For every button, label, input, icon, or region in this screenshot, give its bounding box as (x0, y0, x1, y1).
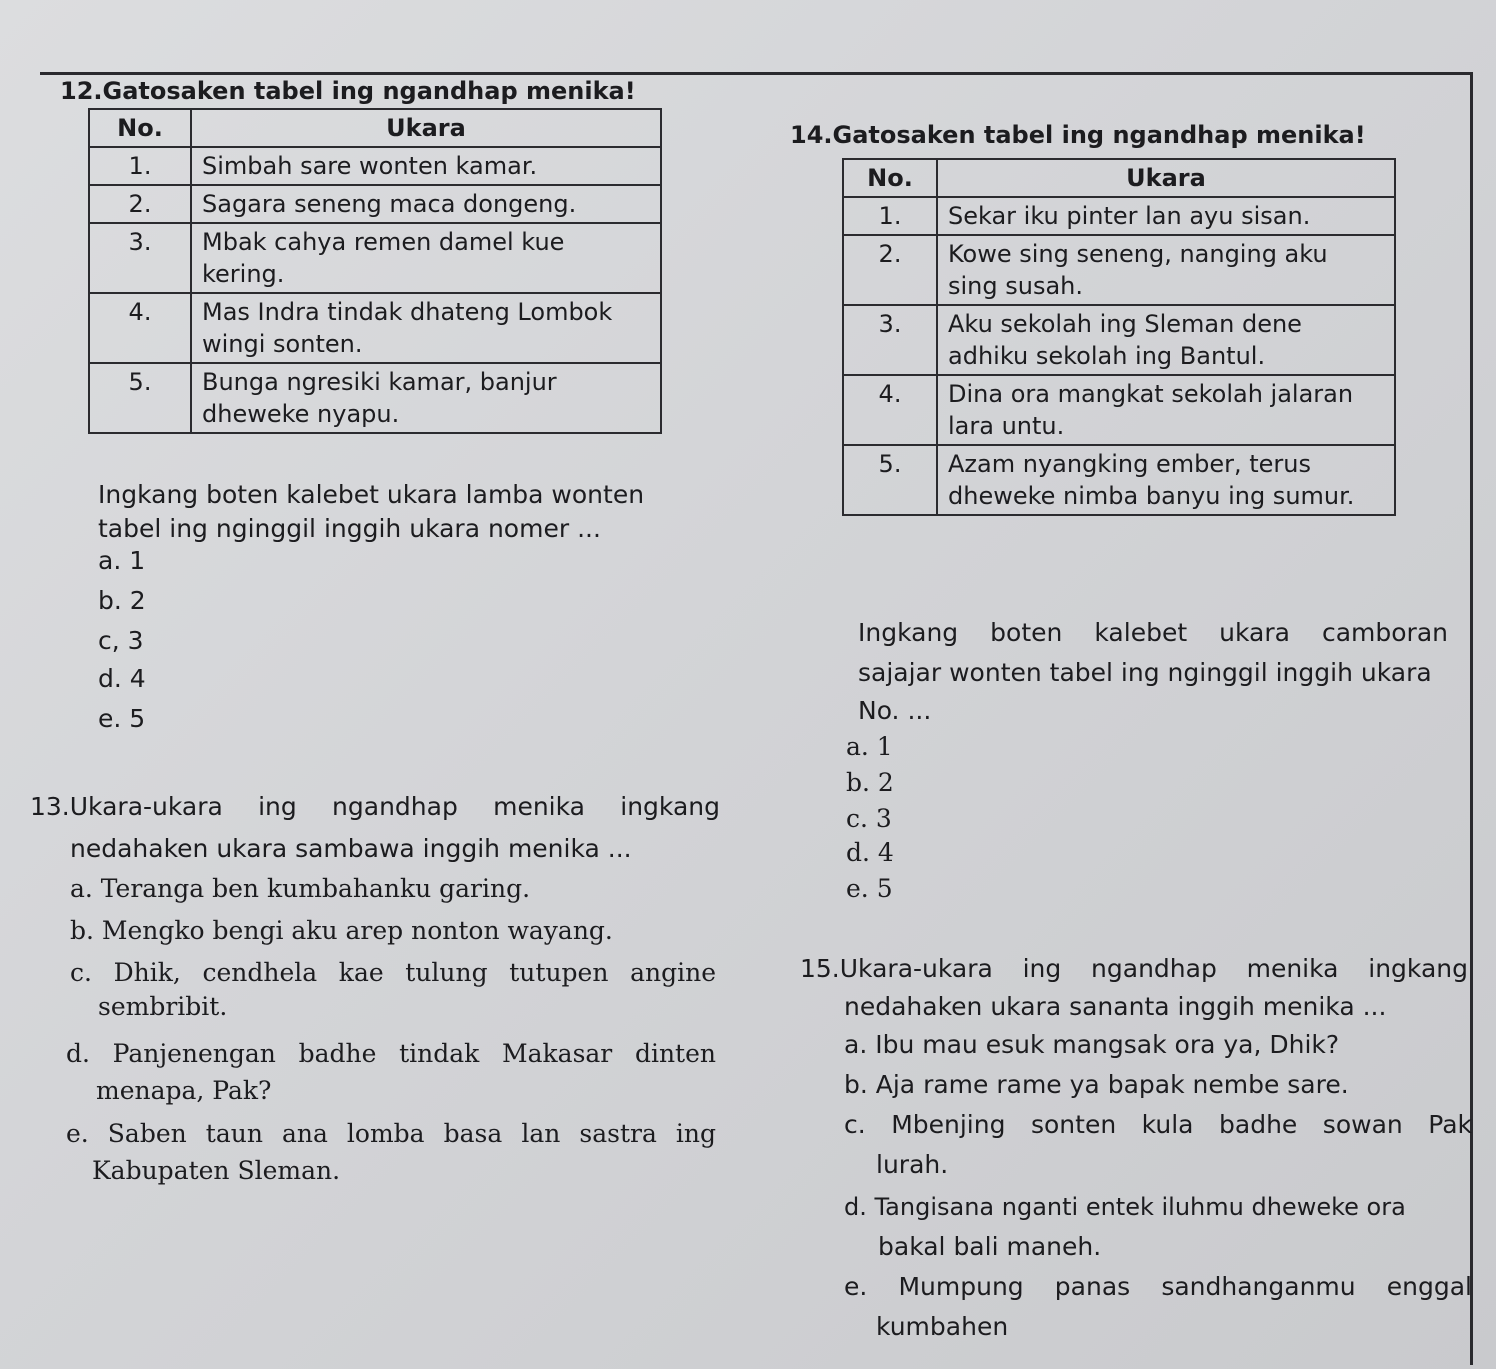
q13-option-a: a. Teranga ben kumbahanku garing. (70, 874, 531, 903)
row-number: 5. (843, 445, 937, 515)
column-header-ukara: Ukara (191, 109, 661, 147)
q15-option-c-line1: c. Mbenjing sonten kula badhe sowan Pak (844, 1110, 1472, 1139)
row-sentence: Mbak cahya remen damel kue kering. (191, 223, 661, 293)
table-row (89, 147, 661, 185)
table-row (843, 305, 1395, 375)
q15-option-d-line1: d. Tangisana nganti entek iluhmu dheweke ora (844, 1193, 1406, 1221)
q15-option-d-line2: bakal bali maneh. (878, 1232, 1102, 1261)
q13-option-c (70, 956, 716, 1024)
row-sentence: Kowe sing seneng, nanging aku sing susah. (937, 235, 1395, 305)
q15-question-line2: nedahaken ukara sananta inggih menika ... (844, 992, 1387, 1021)
q14-question-line1 (858, 616, 1448, 650)
q15-option-c (844, 1108, 1472, 1182)
table-row (843, 197, 1395, 235)
q14-question-line3: No. ... (858, 696, 932, 725)
q13-option-c-line1: c. Dhik, cendhela kae tulung tutupen angine (70, 958, 716, 987)
column-header-no: No. (89, 109, 191, 147)
row-number: 4. (89, 293, 191, 363)
q14-title: 14.Gatosaken tabel ing ngandhap menika! (790, 121, 1366, 149)
row-sentence: Bunga ngresiki kamar, banjur dheweke nyapu. (191, 363, 661, 433)
q15-question-line1 (800, 952, 1468, 986)
table-row (89, 185, 661, 223)
q15-option-e-line2: kumbahen (876, 1312, 1009, 1341)
q12-option-e: e. 5 (98, 704, 146, 733)
q15-option-e (844, 1270, 1472, 1344)
table-row (89, 363, 661, 433)
column-header-no: No. (843, 159, 937, 197)
row-sentence: Sagara seneng maca dongeng. (191, 185, 661, 223)
q14-option-d: d. 4 (846, 838, 894, 867)
q14-table (842, 158, 1396, 516)
row-number: 5. (89, 363, 191, 433)
q12-option-a: a. 1 (98, 546, 146, 575)
q13-question-line1 (30, 790, 720, 824)
q13-option-e-line1: e. Saben taun ana lomba basa lan sastra ing (66, 1119, 716, 1148)
q13-option-e (66, 1114, 716, 1188)
q13-question-line2: nedahaken ukara sambawa inggih menika ... (70, 834, 632, 863)
row-number: 1. (843, 197, 937, 235)
q14-question-line2: sajajar wonten tabel ing nginggil inggih ukara (858, 658, 1432, 687)
row-number: 2. (843, 235, 937, 305)
q12-title: 12.Gatosaken tabel ing ngandhap menika! (60, 77, 636, 105)
row-number: 2. (89, 185, 191, 223)
q14-option-b: b. 2 (846, 768, 894, 797)
q15-option-c-line2: lurah. (876, 1150, 949, 1179)
row-sentence: Simbah sare wonten kamar. (191, 147, 661, 185)
q12-option-c: c, 3 (98, 626, 144, 655)
row-number: 3. (843, 305, 937, 375)
table-header-row (89, 109, 661, 147)
q15-option-a: a. Ibu mau esuk mangsak ora ya, Dhik? (844, 1030, 1340, 1059)
row-number: 4. (843, 375, 937, 445)
row-sentence: Sekar iku pinter lan ayu sisan. (937, 197, 1395, 235)
row-number: 1. (89, 147, 191, 185)
column-header-ukara: Ukara (937, 159, 1395, 197)
q13-option-c-line2: sembribit. (98, 992, 228, 1021)
table-row (89, 293, 661, 363)
q14-option-a: a. 1 (846, 732, 893, 761)
q13-line1-text: 13.Ukara-ukara ing ngandhap menika ingkang (30, 792, 720, 821)
row-number: 3. (89, 223, 191, 293)
table-row (89, 223, 661, 293)
row-sentence: Dina ora mangkat sekolah jalaran lara untu. (937, 375, 1395, 445)
table-header-row (843, 159, 1395, 197)
table-row (843, 445, 1395, 515)
q12-option-b: b. 2 (98, 586, 146, 615)
row-sentence: Azam nyangking ember, terus dheweke nimba banyu ing sumur. (937, 445, 1395, 515)
row-sentence: Mas Indra tindak dhateng Lombok wingi sonten. (191, 293, 661, 363)
q12-table (88, 108, 662, 434)
q14-option-c: c. 3 (846, 804, 892, 833)
q14-option-e: e. 5 (846, 874, 893, 903)
q15-line1-text: 15.Ukara-ukara ing ngandhap menika ingkang (800, 954, 1468, 983)
table-row (843, 235, 1395, 305)
q13-option-b: b. Mengko bengi aku arep nonton wayang. (70, 916, 613, 945)
table-row (843, 375, 1395, 445)
q14-line1-text: Ingkang boten kalebet ukara camboran (858, 618, 1448, 647)
q12-option-d: d. 4 (98, 664, 146, 693)
q15-option-b: b. Aja rame rame ya bapak nembe sare. (844, 1070, 1349, 1099)
q15-option-e-line1: e. Mumpung panas sandhanganmu enggal (844, 1272, 1472, 1301)
q13-option-d-line2: menapa, Pak? (96, 1076, 272, 1105)
q12-question-line1: Ingkang boten kalebet ukara lamba wonten (98, 480, 645, 509)
q12-question-line2: tabel ing nginggil inggih ukara nomer ... (98, 514, 601, 543)
q13-option-d-line1: d. Panjenengan badhe tindak Makasar dinten (66, 1039, 716, 1068)
row-sentence: Aku sekolah ing Sleman dene adhiku sekolah ing Bantul. (937, 305, 1395, 375)
q13-option-e-line2: Kabupaten Sleman. (92, 1156, 341, 1185)
q13-option-d (66, 1034, 716, 1108)
